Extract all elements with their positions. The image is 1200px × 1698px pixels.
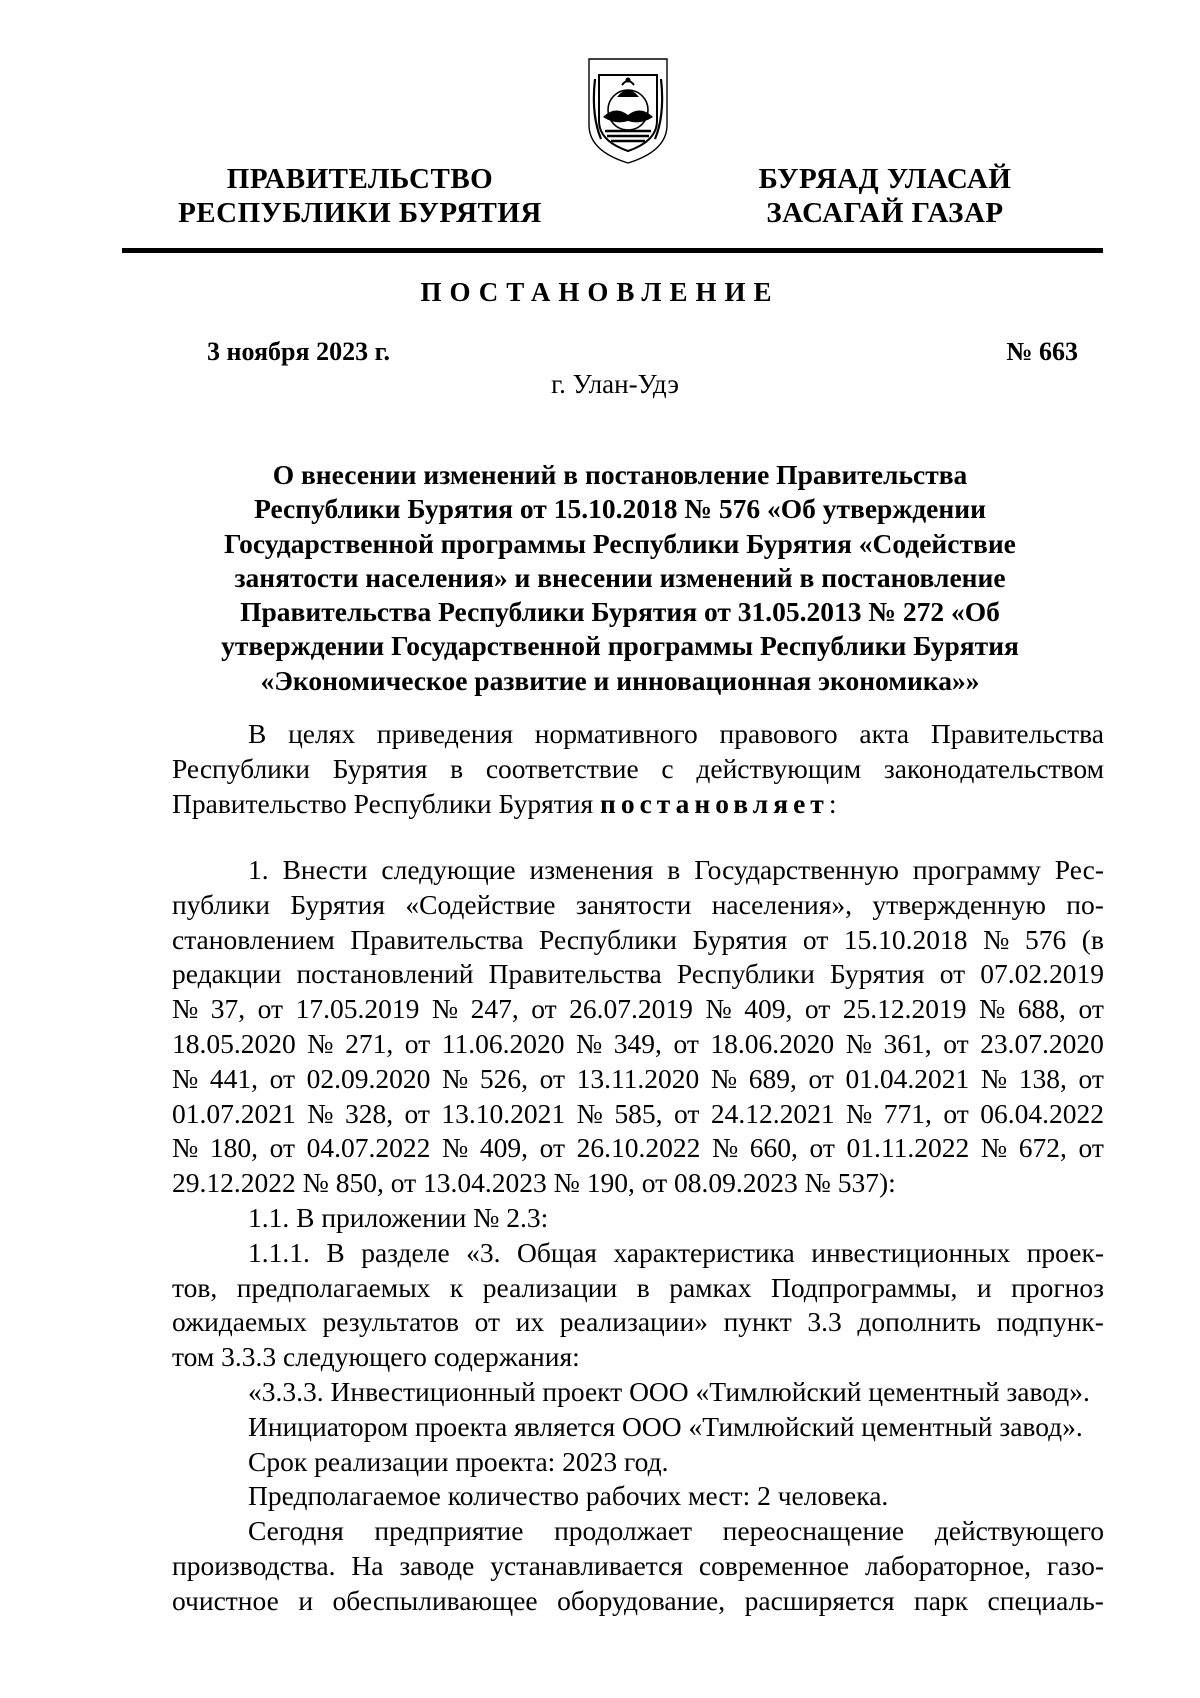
word: № [441, 1062, 469, 1094]
document-type: ПОСТАНОВЛЕНИЕ [420, 277, 780, 307]
word: законодательством [883, 752, 1104, 784]
decree-word: постановляет [600, 787, 829, 819]
word: 689, [748, 1062, 797, 1094]
word: и [976, 1271, 992, 1303]
word: № [576, 1027, 603, 1059]
government-name-ru-line2: РЕСПУБЛИКИ БУРЯТИЯ [178, 197, 542, 229]
word: 23.07.2020 [980, 1027, 1104, 1059]
word: Правительства [488, 958, 662, 990]
word: 247, [470, 993, 519, 1025]
word: ожидаемых [172, 1306, 307, 1338]
word: № [980, 1132, 1008, 1164]
word: № [307, 1027, 334, 1059]
body-line: 1.1. В приложении № 2.3: [248, 1201, 549, 1233]
word: действующего [934, 1515, 1104, 1547]
word: 24.12.2021 [710, 1097, 835, 1129]
word: 409, [744, 993, 793, 1025]
word: № [710, 1062, 738, 1094]
preamble [172, 717, 1104, 821]
word: оборудование, [557, 1584, 726, 1616]
title-line: «Экономическое развитие и инновационная экономика»» [260, 664, 980, 696]
body-line: «3.3.3. Инвестиционный проект ООО «Тимлюйский цементный завод». [248, 1375, 1090, 1407]
word: № [172, 1062, 199, 1094]
body-line [172, 1236, 1104, 1271]
word: от [1078, 1062, 1104, 1094]
word: № [441, 1132, 469, 1164]
word: Общая [517, 1236, 597, 1268]
word: № [172, 993, 199, 1025]
government-name-bua-line2: ЗАСАГАЙ ГАЗАР [766, 197, 1004, 229]
word: 585, [614, 1097, 663, 1129]
word: 180, [209, 1132, 258, 1164]
word: Рес- [1054, 854, 1104, 885]
body-line [172, 1062, 1104, 1097]
word: проек- [1026, 1236, 1104, 1268]
word: от [1078, 1132, 1104, 1164]
word: На [351, 1549, 384, 1581]
word: подпунк- [996, 1306, 1104, 1338]
word: 15.10.2018 [843, 923, 968, 955]
word: 01.04.2021 [845, 1062, 970, 1094]
government-name-bua [740, 162, 1030, 230]
word: занятости [575, 888, 692, 920]
word: от [804, 993, 831, 1025]
word: 672, [1018, 1132, 1067, 1164]
word: публики [172, 888, 270, 920]
word: производства. [172, 1549, 336, 1581]
word: от [531, 993, 557, 1025]
word: 17.05.2019 [295, 993, 420, 1025]
word: Республики [172, 752, 310, 784]
word: следующие [381, 854, 516, 885]
word: предприятие [374, 1515, 524, 1547]
word: от [474, 1306, 501, 1338]
word: характеристика [613, 1236, 795, 1268]
title-line: занятости населения» и внесении изменений в постановление [234, 561, 1006, 593]
word: от [257, 993, 284, 1025]
word: продолжает [554, 1515, 693, 1547]
word: правового [719, 718, 838, 749]
word: с [661, 752, 674, 784]
word: от [943, 1027, 969, 1059]
word: от [809, 1132, 835, 1164]
word: В [326, 1236, 345, 1268]
word: 660, [749, 1132, 798, 1164]
word: № [431, 993, 459, 1025]
word: Правительства [350, 923, 524, 955]
word: Подпрограммы, [770, 1271, 958, 1303]
word: Республики [539, 923, 678, 955]
document-number: № 663 [1006, 337, 1078, 366]
word: 349, [613, 1027, 662, 1059]
word: результатов [322, 1306, 460, 1338]
word: 576 [1024, 923, 1067, 955]
word: Бурятия [332, 752, 428, 784]
preamble-colon: : [828, 787, 837, 819]
body-line [172, 1549, 1104, 1584]
decree-body [172, 853, 1104, 1619]
word: от [673, 1097, 700, 1129]
word: современное [698, 1549, 850, 1581]
word: 07.02.2019 [980, 958, 1104, 990]
word: 01.07.2021 [172, 1097, 296, 1129]
word: реализации» [559, 1306, 708, 1338]
word: заводе [399, 1549, 475, 1581]
word: от [802, 923, 829, 955]
word: изменения [529, 854, 654, 885]
word: 37, [210, 993, 246, 1025]
word: 271, [345, 1027, 394, 1059]
body-line [172, 1131, 1104, 1166]
body-line: том 3.3.3 следующего содержания: [172, 1341, 580, 1373]
body-line [172, 992, 1104, 1027]
word: по- [1066, 888, 1104, 920]
word: 18.06.2020 [710, 1027, 835, 1059]
word: 01.11.2022 [846, 1132, 970, 1164]
word: в [450, 752, 464, 784]
word: 688, [1017, 993, 1066, 1025]
body-line [172, 957, 1104, 992]
word: Бурятия [290, 888, 385, 920]
word: дополнить [857, 1306, 981, 1338]
word: № [705, 993, 732, 1025]
body-line [172, 1027, 1104, 1062]
body-line: Инициатором проекта является ООО «Тимлюйский цементный завод». [248, 1410, 1083, 1442]
word: акта [859, 718, 910, 749]
word: № [307, 1097, 334, 1129]
word: от [404, 1097, 430, 1129]
word: их [515, 1306, 545, 1338]
title-line: О внесении изменений в постановление Правительства [272, 459, 968, 490]
word: 06.04.2022 [980, 1097, 1104, 1129]
document-date: 3 ноября 2023 г. [207, 337, 390, 366]
word: от [404, 1027, 431, 1059]
preamble-line [172, 752, 1104, 787]
word: 409, [479, 1132, 528, 1164]
body-line [172, 1305, 1104, 1340]
word: 13.11.2020 [576, 1062, 700, 1094]
word: лабораторное, [865, 1549, 1031, 1581]
title-line: утверждении Государственной программы Республики Бурятия [221, 630, 1019, 662]
word: 771, [883, 1097, 932, 1129]
word: № [711, 1132, 739, 1164]
word: Сегодня [248, 1515, 344, 1547]
word: парк [913, 1584, 969, 1616]
word: Республики [676, 958, 815, 990]
word: (в [1081, 923, 1104, 955]
word: к [449, 1271, 464, 1303]
body-line [172, 1584, 1104, 1619]
word: от [269, 1062, 295, 1094]
word: расширяется [744, 1584, 895, 1616]
word: 26.10.2022 [576, 1132, 701, 1164]
word: Внести [282, 854, 368, 885]
word: 138, [1018, 1062, 1067, 1094]
word: очистное [172, 1584, 279, 1616]
word: № [980, 1062, 1008, 1094]
word: 26.07.2019 [569, 993, 693, 1025]
word: газо- [1046, 1549, 1104, 1581]
body-line [172, 1514, 1104, 1549]
word: соответствие [485, 752, 639, 784]
document-title [140, 458, 1100, 698]
government-name-ru-line1: ПРАВИТЕЛЬСТВО [226, 163, 494, 195]
word: от [673, 1027, 699, 1059]
word: разделе [361, 1236, 450, 1268]
body-line: 29.12.2022 № 850, от 13.04.2023 № 190, от 08.09.2023 № 537): [172, 1167, 896, 1199]
preamble-line [172, 717, 1104, 752]
word: инвестиционных [811, 1236, 1011, 1268]
word: специаль- [987, 1584, 1104, 1616]
word: «3. [466, 1236, 501, 1268]
word: 11.06.2020 [441, 1027, 565, 1059]
word: 441, [209, 1062, 258, 1094]
word: переоснащение [722, 1515, 905, 1547]
word: № [576, 1097, 603, 1129]
word: реализации [482, 1271, 618, 1303]
header-divider [122, 248, 1103, 253]
word: 25.12.2019 [842, 993, 967, 1025]
word: обеспыливающее [332, 1584, 538, 1616]
document-city: г. Улан-Удэ [551, 369, 679, 399]
word: в [636, 1271, 650, 1303]
word: программу [912, 854, 1041, 885]
word: № [846, 1097, 873, 1129]
word: населения», [711, 888, 853, 920]
government-name-bua-line1: БУРЯАД УЛАСАЙ [758, 163, 1012, 195]
word: № [979, 993, 1006, 1025]
word: от [539, 1062, 565, 1094]
preamble-line [172, 787, 1104, 822]
word: Государственную [694, 854, 899, 885]
body-line [172, 1271, 1104, 1306]
word: утвержденную [872, 888, 1046, 920]
body-line [172, 1097, 1104, 1132]
body-line [172, 923, 1104, 958]
word: устанавливается [490, 1549, 684, 1581]
word: постановлений [296, 958, 474, 990]
word: № [845, 1027, 872, 1059]
word: тов, [172, 1271, 218, 1303]
word: 328, [344, 1097, 394, 1129]
word: № [983, 923, 1010, 955]
word: 1.1.1. [248, 1236, 310, 1268]
word: целях [288, 718, 356, 749]
body-line: Срок реализации проекта: 2023 год. [248, 1445, 669, 1477]
word: Бурятия [829, 958, 925, 990]
word: 1. [248, 854, 269, 885]
word: 18.05.2020 [172, 1027, 296, 1059]
word: от [939, 958, 966, 990]
word: 02.09.2020 [306, 1062, 431, 1094]
word: и [298, 1584, 314, 1616]
coat-of-arms-icon [585, 55, 671, 167]
body-line [172, 888, 1104, 923]
word: 13.10.2021 [441, 1097, 566, 1129]
word: «Содействие [405, 888, 556, 920]
word: 04.07.2022 [306, 1132, 431, 1164]
word: становлением [172, 923, 335, 955]
title-line: Республики Бурятия от 15.10.2018 № 576 «Об утверждении [254, 493, 986, 525]
word: Правительства [930, 718, 1104, 749]
word: В [248, 718, 267, 749]
word: 3.3 [807, 1306, 842, 1338]
word: от [808, 1062, 834, 1094]
word: редакции [172, 958, 282, 990]
word: рамках [669, 1271, 752, 1303]
preamble-text: Правительство Республики Бурятия [172, 787, 600, 819]
title-line: Государственной программы Республики Бурятия «Содействие [224, 527, 1016, 559]
word: действующим [696, 752, 862, 784]
word: нормативного [534, 718, 698, 749]
word: № [172, 1132, 199, 1164]
title-line: Правительства Республики Бурятия от 31.05.2013 № 272 «Об [240, 596, 1000, 628]
word: 361, [883, 1027, 932, 1059]
word: от [943, 1097, 969, 1129]
word: 526, [479, 1062, 528, 1094]
word: прогноз [1011, 1271, 1104, 1303]
body-line: Предполагаемое количество рабочих мест: 2 человека. [248, 1480, 889, 1512]
word: пункт [723, 1306, 792, 1338]
word: предполагаемых [236, 1271, 431, 1303]
word: приведения [376, 718, 513, 749]
government-name-ru [170, 162, 550, 230]
word: от [539, 1132, 565, 1164]
word: Бурятия [692, 923, 788, 955]
word: от [269, 1132, 295, 1164]
word: от [1078, 993, 1104, 1025]
body-line [172, 853, 1104, 888]
word: в [667, 854, 681, 885]
